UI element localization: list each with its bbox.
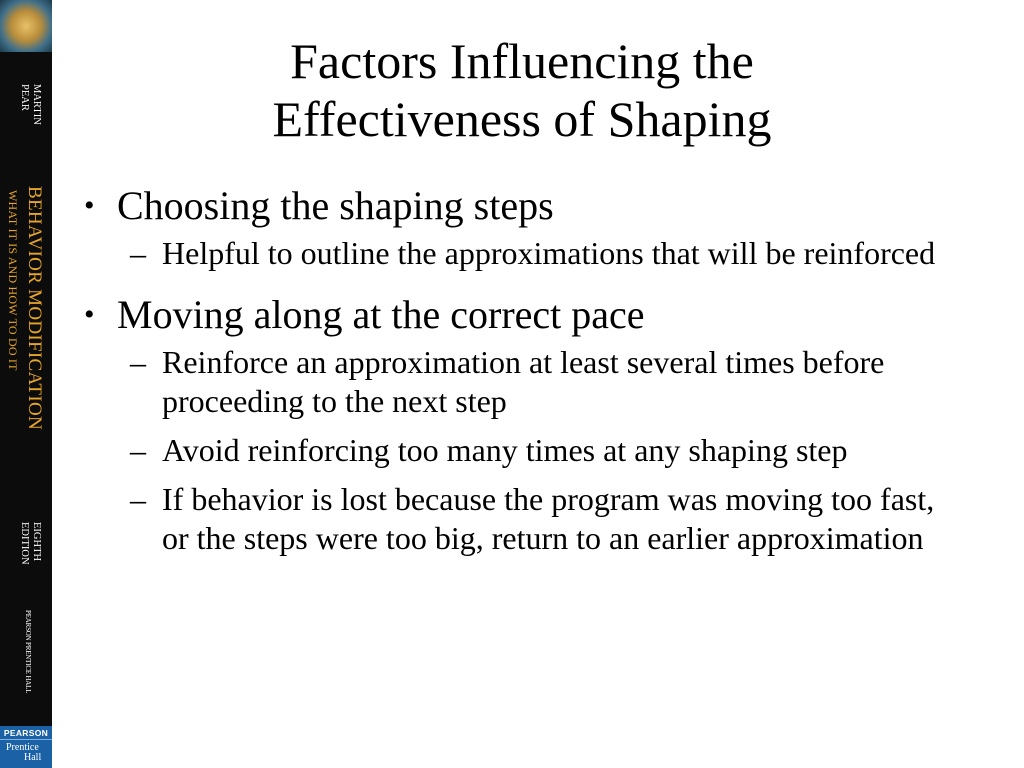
spine-edition-line1: EIGHTH — [31, 522, 42, 562]
sub-bullet-reinforce-several-times: – Reinforce an approximation at least several times before proceeding to the next step — [130, 343, 962, 421]
slide-title — [60, 32, 984, 148]
logo-hall-text: Hall — [24, 752, 42, 763]
slide-title-line1: Factors Influencing the — [290, 33, 754, 89]
sub-bullet-outline-approximations: – Helpful to outline the approximations that will be reinforced — [130, 234, 962, 273]
sub-bullet-behavior-lost: – If behavior is lost because the program was moving too fast, or the steps were too big, return to an earlier approximation — [130, 480, 962, 558]
cover-art-image — [0, 0, 52, 52]
spine-publisher: PEARSON PRENTICE HALL — [24, 610, 32, 694]
spine-edition — [18, 522, 42, 565]
spine-author-martin: MARTIN — [31, 84, 42, 125]
bullet-correct-pace: • Moving along at the correct pace — [82, 291, 962, 339]
spine-book-title: BEHAVIOR MODIFICATION — [24, 186, 45, 430]
pearson-prentice-hall-logo — [0, 726, 52, 768]
logo-prentice-text: Prentice — [6, 742, 39, 753]
spine-edition-line2: EDITION — [19, 522, 30, 565]
spine-author-pear: PEAR — [19, 84, 30, 111]
spine-authors — [18, 84, 42, 125]
bullet-choosing-steps: • Choosing the shaping steps — [82, 182, 962, 230]
sub-bullet-avoid-too-many: – Avoid reinforcing too many times at any shaping step — [130, 431, 962, 470]
slide-body — [82, 182, 962, 568]
spine-book-subtitle: WHAT IT IS AND HOW TO DO IT — [6, 190, 20, 371]
book-spine — [0, 0, 52, 768]
logo-pearson-text: PEARSON — [0, 726, 52, 740]
slide-title-line2: Effectiveness of Shaping — [272, 91, 772, 147]
